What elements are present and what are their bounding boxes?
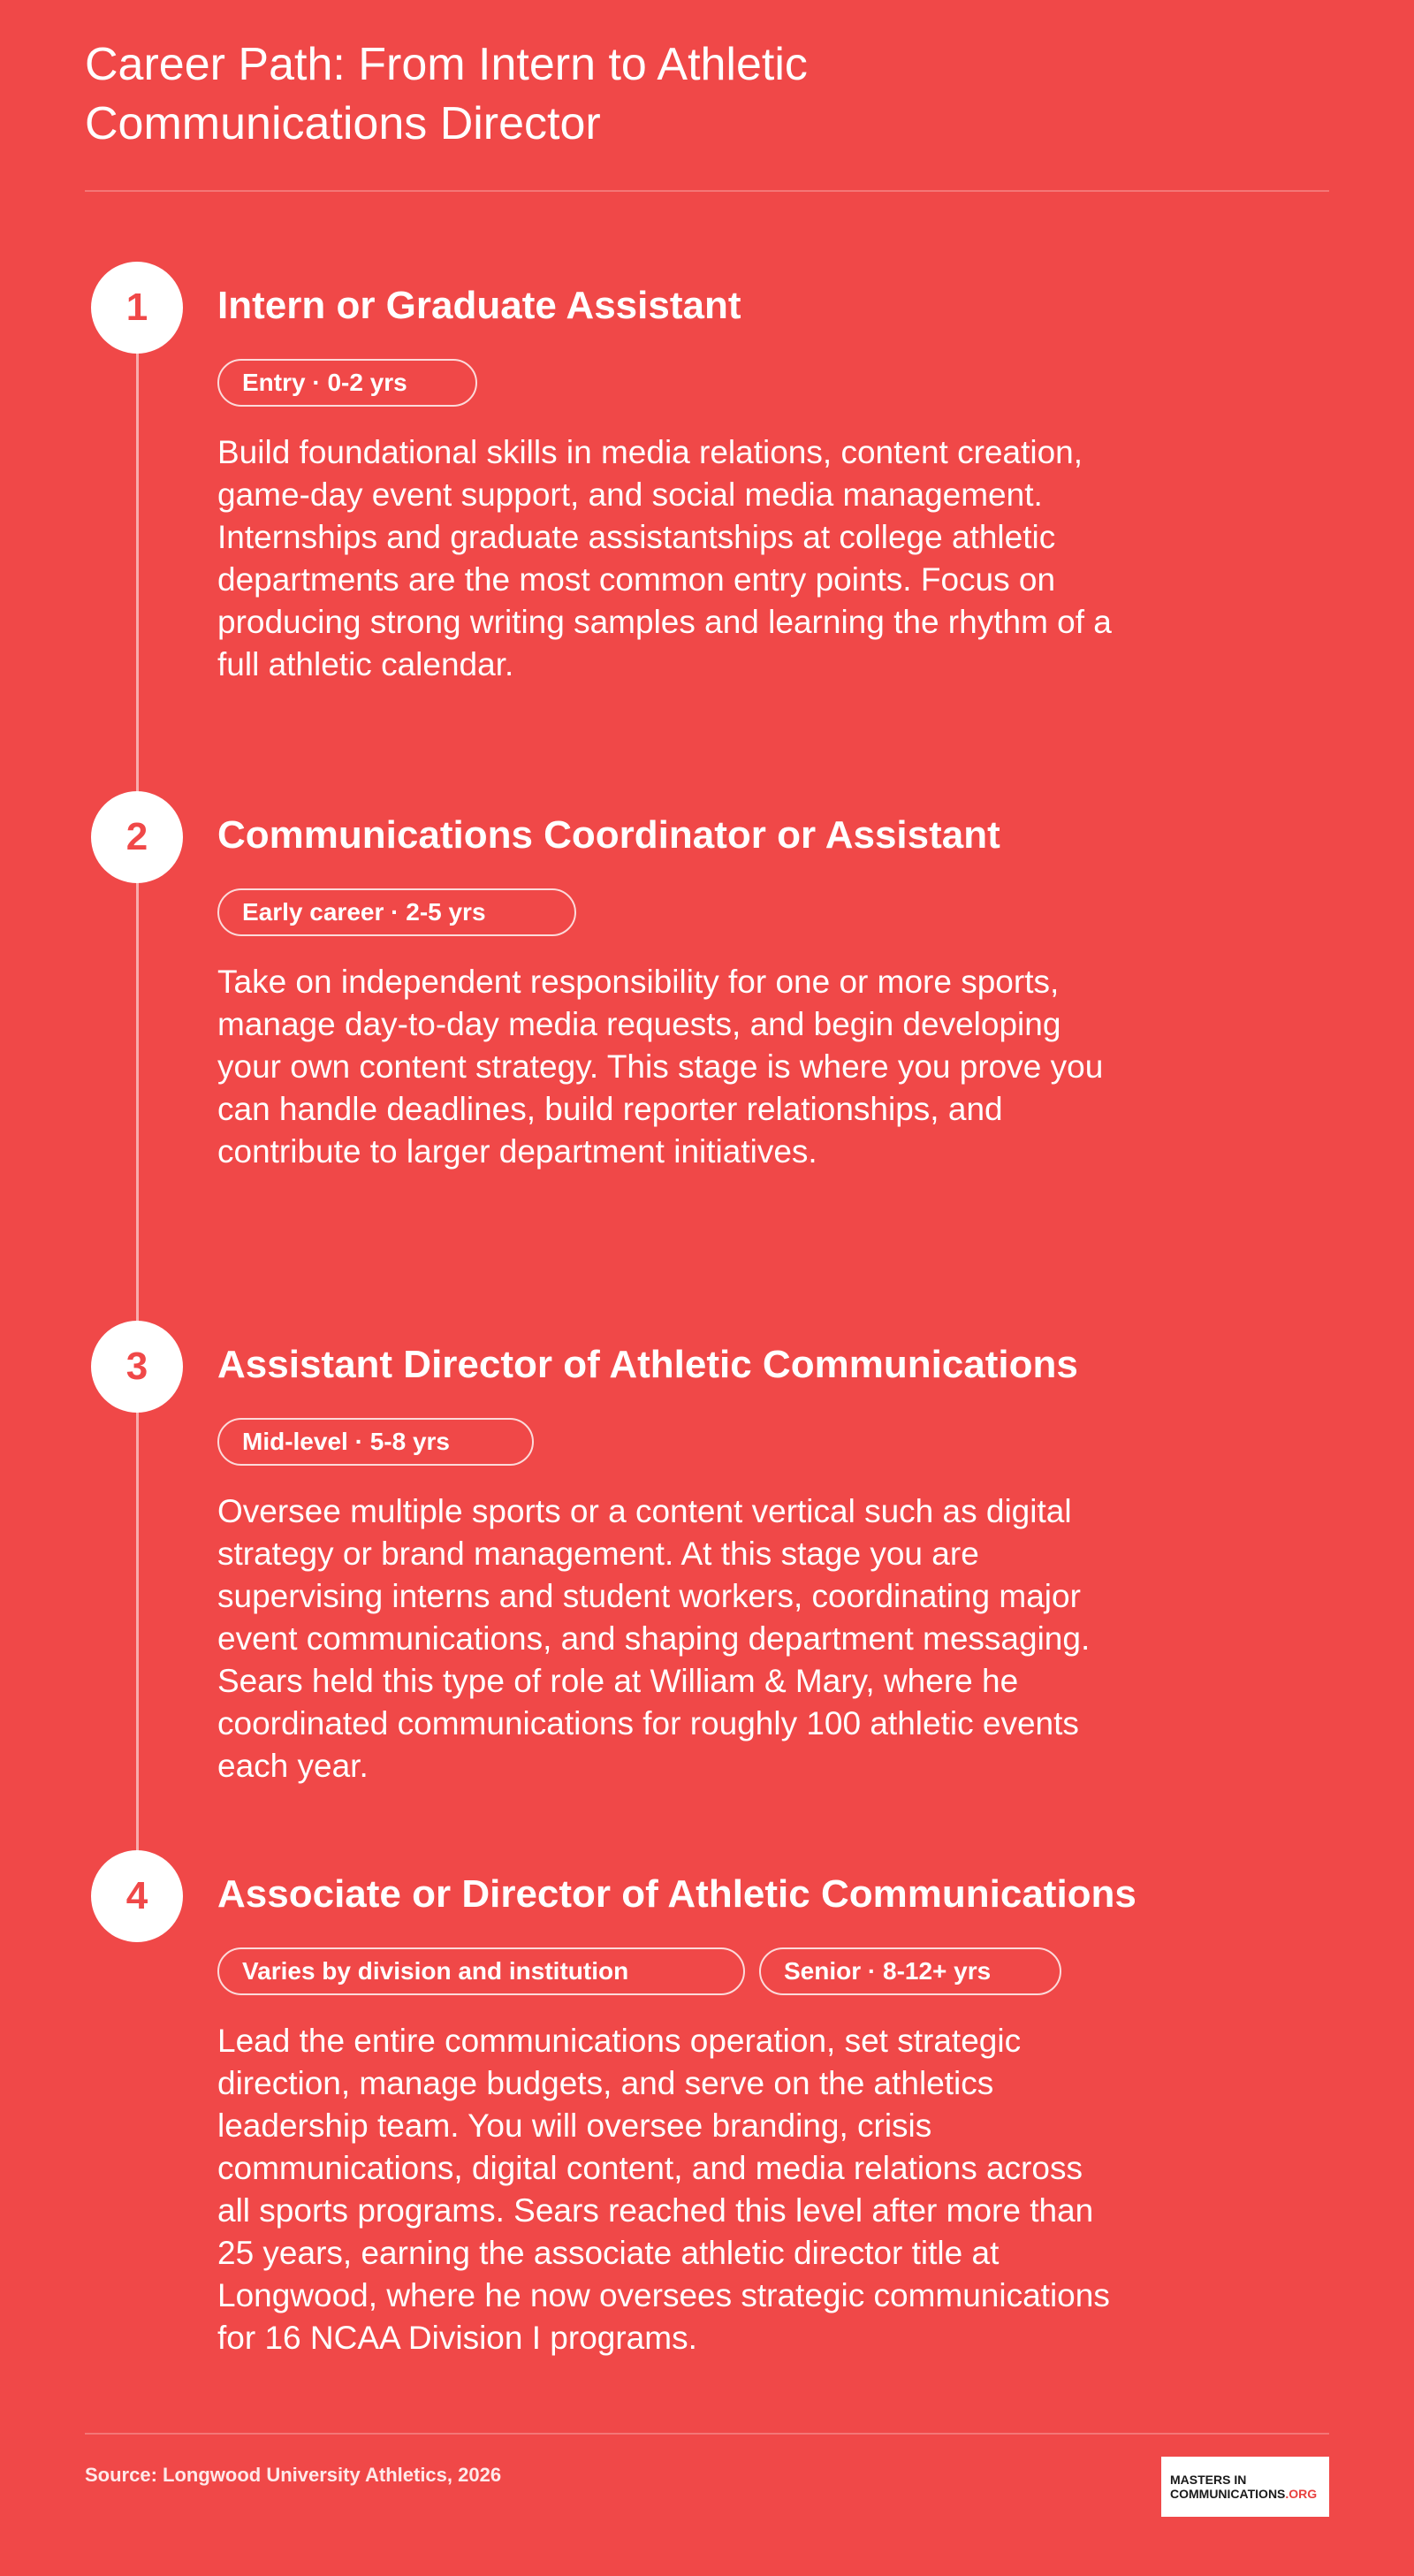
step-description: Take on independent responsibility for one or more sports, manage day-to-day media requests, and begin developing your own content strategy. This stage is where you prove you can handle deadlines, build reporter relationships, and contribute to larger department initiatives. bbox=[217, 964, 1104, 1170]
experience-tag: Mid-level · 5-8 yrs bbox=[217, 1418, 534, 1466]
step-title: Associate or Director of Athletic Communications bbox=[217, 1872, 1137, 1916]
step-tags bbox=[217, 1418, 534, 1466]
step-number-badge: 3 bbox=[91, 1321, 183, 1413]
logo-line-2-accent: .ORG bbox=[1285, 2487, 1318, 2501]
step-title: Intern or Graduate Assistant bbox=[217, 284, 741, 327]
experience-tag: Early career · 2-5 yrs bbox=[217, 888, 576, 936]
logo-line-2 bbox=[1170, 2487, 1320, 2501]
step-tags bbox=[217, 888, 576, 936]
step-description: Oversee multiple sports or a content vertical such as digital strategy or brand management. At this stage you are supervising interns and student workers, coordinating major event communications, and shaping department messaging. Sears held this type of role at William & Mary, where he coordinated communications for roughly 100 athletic events each year. bbox=[217, 1493, 1091, 1784]
logo-line-1: MASTERS IN bbox=[1170, 2473, 1247, 2487]
step-title: Communications Coordinator or Assistant bbox=[217, 813, 1000, 857]
step-description: Lead the entire communications operation, set strategic direction, manage budgets, and serve on the athletics leadership team. You will oversee branding, crisis communications, digital content, and media relations across all sports programs. Sears reached this level after more than 25 years, earning the associate athletic director title at Longwood, where he now oversees strategic communications for 16 NCAA Division I programs. bbox=[217, 2023, 1110, 2356]
step-title: Assistant Director of Athletic Communications bbox=[217, 1343, 1078, 1386]
footer-divider bbox=[85, 2433, 1329, 2435]
step-number-badge: 1 bbox=[91, 262, 183, 354]
experience-tag: Entry · 0-2 yrs bbox=[217, 359, 477, 407]
step-description: Build foundational skills in media relations, content creation, game-day event support, and social media management. Internships and graduate assistantships at college athletic departments are the most common entry points. Focus on producing strong writing samples and learning the rhythm of a full athletic calendar. bbox=[217, 434, 1112, 682]
step-tags bbox=[217, 1947, 1061, 1995]
header-divider bbox=[85, 190, 1329, 192]
division-tag: Varies by division and institution bbox=[217, 1947, 745, 1995]
step-tags bbox=[217, 359, 477, 407]
logo-line-2-main: COMMUNICATIONS bbox=[1170, 2487, 1286, 2501]
masters-in-communications-logo[interactable] bbox=[1161, 2457, 1329, 2517]
step-number-badge: 4 bbox=[91, 1850, 183, 1942]
timeline-line bbox=[136, 309, 139, 1901]
page-title: Career Path: From Intern to Athletic Communications Director bbox=[85, 39, 808, 149]
step-number-badge: 2 bbox=[91, 791, 183, 883]
source-note: Source: Longwood University Athletics, 2026 bbox=[85, 2464, 502, 2486]
experience-tag: Senior · 8-12+ yrs bbox=[759, 1947, 1061, 1995]
